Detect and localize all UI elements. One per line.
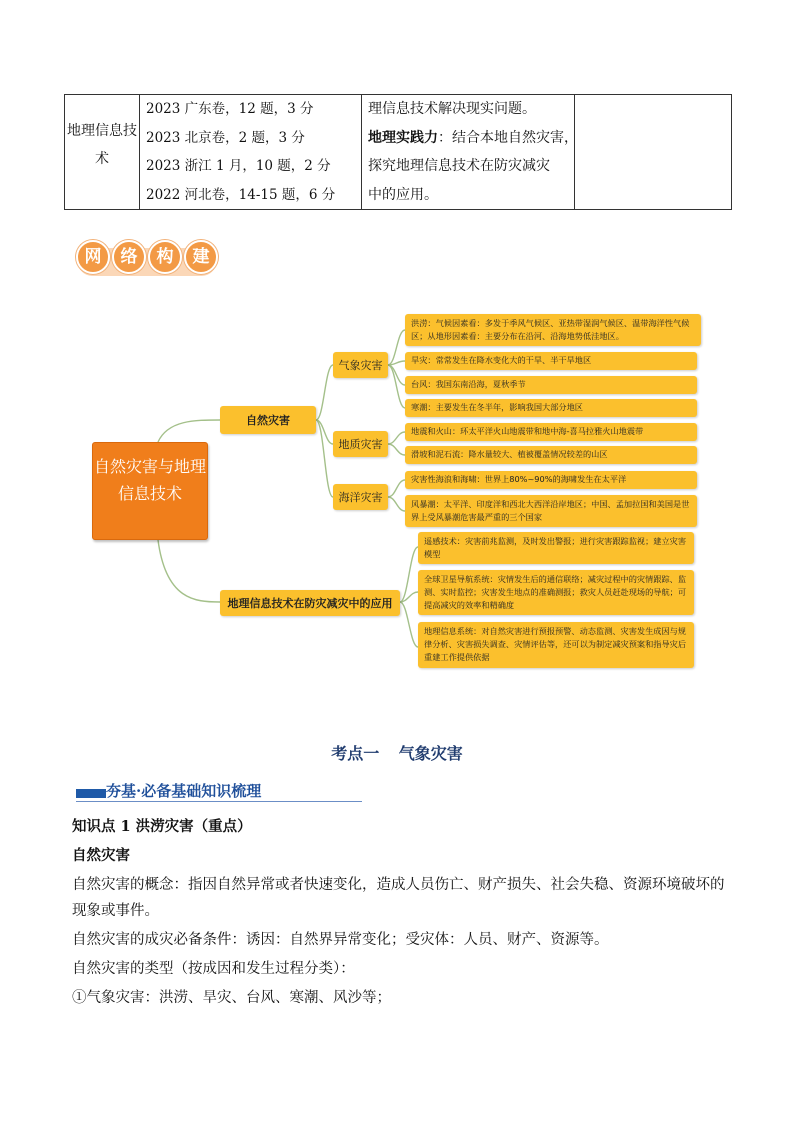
banner-char: 建 <box>184 240 218 274</box>
leaf-remote-sensing: 遥感技术：灾害前兆监测，及时发出警报；进行灾害跟踪监视；建立灾害模型 <box>418 532 694 564</box>
competency-line: 地理实践力：结合本地自然灾害， <box>368 129 578 146</box>
exam-item: 2022 河北卷，14-15 题，6 分 <box>146 186 336 203</box>
conditions-paragraph: 自然灾害的成灾必备条件：诱因：自然界异常变化；受灾体：人员、财产、资源等。 <box>72 932 609 948</box>
mindmap-root: 自然灾害与地理信息技术 <box>92 442 208 540</box>
sub-banner-underline <box>76 801 362 802</box>
sub-banner-bar <box>76 789 106 798</box>
exam-item: 2023 广东卷，12 题，3 分 <box>146 101 314 117</box>
node-geo-disaster: 地质灾害 <box>333 431 388 457</box>
leaf-cold-wave: 寒潮：主要发生在冬半年，影响我国大部分地区 <box>405 399 697 417</box>
node-weather-disaster: 气象灾害 <box>333 352 388 378</box>
competency-line: 探究地理信息技术在防灾减灾 <box>368 158 550 174</box>
definition-paragraph: 自然灾害的概念：指因自然异常或者快速变化，造成人员伤亡、财产损失、社会失稳、资源环境破坏的现象或事件。 <box>72 877 725 919</box>
competency-line: 理信息技术解决现实问题。 <box>368 101 536 117</box>
competency-bold: 地理实践力 <box>368 129 438 146</box>
leaf-storm-surge: 风暴潮：太平洋、印度洋和西北大西洋沿岸地区；中国、孟加拉国和美国是世界上受风暴潮危害最严重的三个国家 <box>405 495 697 527</box>
banner-char: 构 <box>148 240 182 274</box>
leaf-landslide: 滑坡和泥石流：降水量较大、植被覆盖情况较差的山区 <box>405 446 697 464</box>
banner-char: 络 <box>112 240 146 274</box>
leaf-gis: 地理信息系统：对自然灾害进行预报预警、动态监测、灾害发生成因与规律分析、灾害损失调查、灾情评估等，还可以为制定减灾预案和指导灾后重建工作提供依据 <box>418 622 694 668</box>
node-ocean-disaster: 海洋灾害 <box>333 484 388 510</box>
leaf-earthquake-volcano: 地震和火山：环太平洋火山地震带和地中海-喜马拉雅火山地震带 <box>405 423 697 441</box>
types-paragraph: 自然灾害的类型（按成因和发生过程分类）： <box>72 961 355 977</box>
natural-disaster-heading: 自然灾害 <box>72 847 130 864</box>
weather-types-paragraph: ①气象灾害：洪涝、旱灾、台风、寒潮、风沙等； <box>72 990 391 1006</box>
knowledge-point-heading: 知识点 1 洪涝灾害（重点） <box>72 818 252 835</box>
leaf-typhoon: 台风：我国东南沿海，夏秋季节 <box>405 376 697 394</box>
competency-line: 中的应用。 <box>368 186 438 203</box>
leaf-flood: 洪涝：气候因素看：多发于季风气候区、亚热带湿润气候区、温带海洋性气候区；从地形因素看：主要分布在沿河、沿海地势低洼地区。 <box>405 314 701 346</box>
section-title: 考点一 气象灾害 <box>331 744 463 763</box>
node-gis-application: 地理信息技术在防灾减灾中的应用 <box>220 590 400 616</box>
leaf-tsunami: 灾害性海浪和海啸：世界上80%~90%的海啸发生在太平洋 <box>405 471 697 489</box>
exam-item: 2023 北京卷，2 题，3 分 <box>146 129 305 146</box>
topic-label: 地理信息技术 <box>67 123 137 167</box>
node-natural-disaster: 自然灾害 <box>220 406 316 434</box>
banner-char: 网 <box>76 240 110 274</box>
exam-item: 2023 浙江 1 月，10 题，2 分 <box>146 158 331 174</box>
sub-banner-text: 夯基·必备基础知识梳理 <box>106 782 262 800</box>
sub-banner <box>76 780 362 802</box>
leaf-drought: 旱灾：常常发生在降水变化大的干旱、半干旱地区 <box>405 352 697 370</box>
leaf-gnss: 全球卫星导航系统：灾情发生后的通信联络；减灾过程中的灾情跟踪、监测、实时监控；灾害发生地点的准确测报；救灾人员赶赴现场的导航；可提高减灾的效率和精确度 <box>418 570 694 615</box>
